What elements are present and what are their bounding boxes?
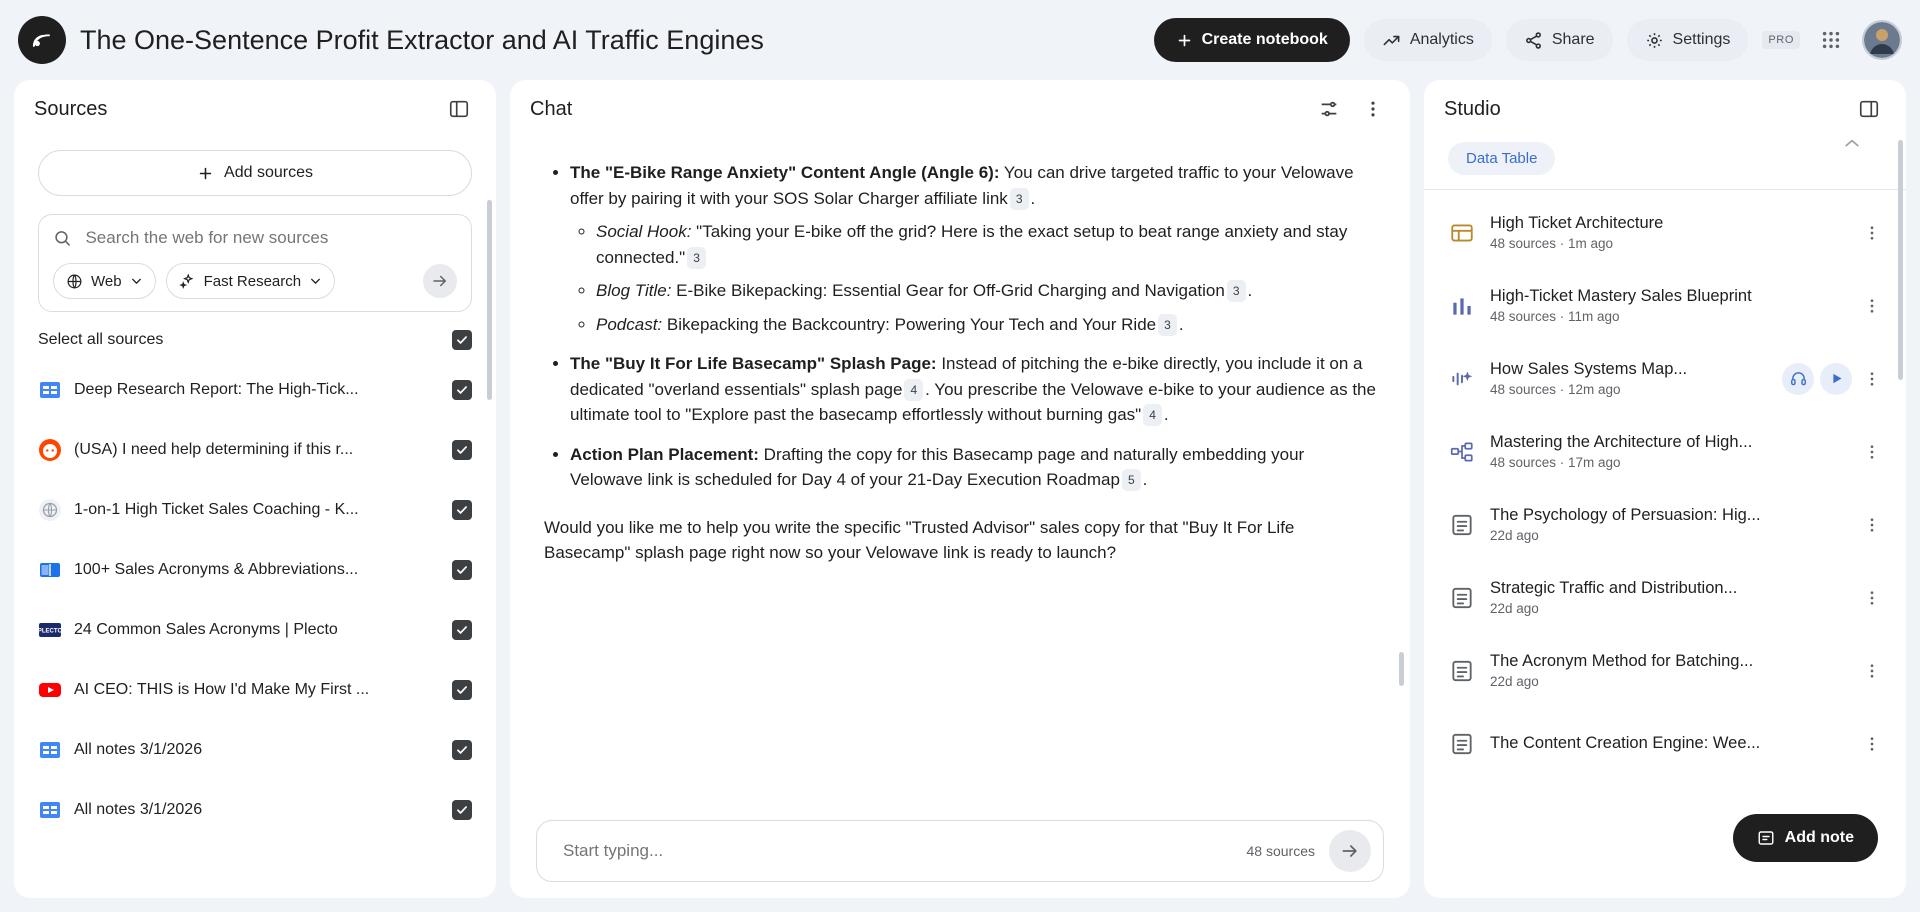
studio-header — [1424, 80, 1906, 138]
bullet-text: You can drive targeted traffic to your Velowave offer by pairing it with your SOS Solar Charger affiliate link — [570, 163, 1354, 208]
source-item-label: AI CEO: THIS is How I'd Make My First ... — [74, 681, 370, 698]
note-doc-icon — [1448, 730, 1476, 758]
globe-icon — [66, 273, 83, 290]
note-more-icon[interactable] — [1858, 219, 1886, 247]
top-bar — [0, 0, 1920, 80]
bullet-lead: Action Plan Placement: — [570, 444, 759, 464]
note-title: The Acronym Method for Batching... — [1490, 652, 1754, 670]
check-icon — [455, 383, 469, 397]
source-item-checkbox[interactable] — [452, 440, 472, 460]
check-icon — [455, 743, 469, 757]
web-page-icon — [38, 498, 62, 522]
apps-grid-icon[interactable] — [1814, 23, 1848, 57]
chat-sub-bullet — [596, 312, 1378, 338]
source-research-mode-chip[interactable] — [166, 263, 336, 299]
bullet-tail: . — [1142, 470, 1148, 489]
note-more-icon[interactable] — [1858, 365, 1886, 393]
chat-sub-list — [570, 219, 1378, 337]
studio-note-item[interactable] — [1438, 269, 1896, 342]
chevron-down-icon — [130, 275, 143, 288]
source-item[interactable] — [30, 480, 480, 540]
chevron-up-icon[interactable] — [1842, 134, 1862, 159]
check-icon — [455, 503, 469, 517]
bullet-lead: The "E-Bike Range Anxiety" Content Angle (Angle 6): — [570, 163, 1000, 182]
studio-scrollbar[interactable] — [1898, 140, 1903, 380]
studio-note-item[interactable] — [1438, 488, 1896, 561]
sub-label: Blog Title: — [596, 281, 672, 300]
sources-panel — [14, 80, 496, 898]
headphones-icon[interactable] — [1782, 363, 1814, 395]
note-meta: 22d ago — [1490, 601, 1539, 616]
tune-sliders-icon[interactable] — [1312, 92, 1346, 126]
select-all-label: Select all sources — [38, 331, 164, 348]
source-item-label: All notes 3/1/2026 — [74, 801, 203, 818]
check-icon — [455, 803, 469, 817]
source-item[interactable] — [30, 720, 480, 780]
source-item-checkbox[interactable] — [452, 620, 472, 640]
citation-chip[interactable]: 3 — [1010, 188, 1029, 210]
chat-title: Chat — [530, 97, 573, 120]
settings-label: Settings — [1672, 31, 1731, 48]
source-search-box — [38, 214, 472, 312]
citation-chip[interactable]: 3 — [1227, 280, 1246, 302]
doc-blue-icon — [38, 798, 62, 822]
chat-bullet-list — [548, 160, 1378, 493]
panel-expand-icon[interactable] — [1852, 92, 1886, 126]
search-input[interactable] — [83, 227, 457, 249]
note-title: The Psychology of Persuasion: Hig... — [1490, 506, 1761, 524]
search-icon — [53, 228, 71, 248]
note-meta: 22d ago — [1490, 674, 1539, 689]
bullet-tail: . — [1030, 188, 1036, 208]
reddit-icon — [38, 438, 62, 462]
bar-chart-icon — [1448, 292, 1476, 320]
chat-sub-bullet — [596, 219, 1378, 270]
citation-chip[interactable]: 3 — [687, 247, 706, 269]
note-meta: 48 sources · 1m ago — [1490, 236, 1614, 251]
source-item-checkbox[interactable] — [452, 800, 472, 820]
note-more-icon[interactable] — [1858, 730, 1886, 758]
studio-chip-row — [1424, 138, 1906, 185]
note-title: How Sales Systems Map... — [1490, 360, 1688, 378]
note-title: The Content Creation Engine: Wee... — [1490, 734, 1761, 752]
research-spark-icon — [179, 273, 196, 290]
sub-text: E-Bike Bikepacking: Essential Gear for Off-Grid Charging and Navigation — [671, 281, 1225, 300]
citation-chip[interactable]: 3 — [1158, 314, 1177, 336]
note-title: Mastering the Architecture of High... — [1490, 433, 1753, 451]
chip-web-label: Web — [91, 272, 122, 290]
search-submit-button[interactable] — [423, 264, 457, 298]
source-item[interactable] — [30, 420, 480, 480]
panel-collapse-icon[interactable] — [442, 92, 476, 126]
note-title: High Ticket Architecture — [1490, 214, 1664, 232]
note-meta: 48 sources · 12m ago — [1490, 382, 1621, 397]
chat-input[interactable] — [561, 840, 1233, 862]
plus-icon — [1176, 32, 1193, 49]
chip-research-label: Fast Research — [203, 272, 302, 290]
citation-chip[interactable]: 4 — [1143, 404, 1162, 426]
bullet-text: Instead of pitching the e-bike directly, you include it on a dedicated "overland essentials" splash page — [570, 354, 1363, 399]
source-item-label: (USA) I need help determining if this r... — [74, 441, 354, 458]
panels-row — [0, 80, 1920, 912]
note-meta: 48 sources · 17m ago — [1490, 455, 1621, 470]
source-item-label: All notes 3/1/2026 — [74, 741, 203, 758]
chat-bullet — [570, 351, 1378, 428]
arrow-right-icon — [431, 272, 449, 290]
source-item-label: Deep Research Report: The High-Tick... — [74, 381, 359, 398]
chat-composer — [536, 820, 1384, 882]
analytics-button[interactable] — [1364, 19, 1492, 61]
studio-note-item[interactable] — [1438, 634, 1896, 707]
bullet-lead: The "Buy It For Life Basecamp" Splash Page: — [570, 354, 937, 373]
chat-panel — [510, 80, 1410, 898]
check-icon — [455, 443, 469, 457]
select-all-sources-row[interactable] — [14, 312, 496, 360]
citation-chip[interactable]: 4 — [904, 379, 923, 401]
note-plus-icon — [1757, 829, 1775, 847]
note-title: High-Ticket Mastery Sales Blueprint — [1490, 287, 1752, 305]
bullet-tail: . You prescribe the Velowave e-bike to your audience as the ultimate tool to "Explore past the basecamp effortlessly without burning gas" — [570, 379, 1376, 424]
sources-title: Sources — [34, 97, 108, 120]
note-more-icon[interactable] — [1858, 584, 1886, 612]
sub-label: Social Hook: — [596, 222, 692, 241]
more-vertical-icon[interactable] — [1356, 92, 1390, 126]
source-item[interactable] — [30, 540, 480, 600]
chat-sub-bullet — [596, 278, 1378, 304]
page-title: The One-Sentence Profit Extractor and AI Traffic Engines — [80, 24, 764, 55]
note-more-icon[interactable] — [1858, 511, 1886, 539]
chat-closing-question: Would you like me to help you write the specific "Trusted Advisor" sales copy for that "Buy It For Life Basecamp" splash page right now so your Velowave link is ready to launch? — [544, 517, 1295, 562]
source-item[interactable] — [30, 660, 480, 720]
sources-header — [14, 80, 496, 138]
data-table-chip[interactable]: Data Table — [1448, 142, 1555, 175]
source-type-web-chip[interactable] — [53, 263, 156, 299]
note-meta: 48 sources · 11m ago — [1490, 309, 1620, 324]
note-meta: 22d ago — [1490, 528, 1539, 543]
doc-blue-icon — [38, 738, 62, 762]
sub-label: Podcast: — [596, 314, 663, 334]
gear-icon — [1645, 31, 1664, 50]
note-doc-icon — [1448, 584, 1476, 612]
studio-title: Studio — [1444, 97, 1501, 120]
trend-up-icon — [1382, 31, 1401, 50]
source-item-checkbox[interactable] — [452, 500, 472, 520]
source-item-label: 1-on-1 High Ticket Sales Coaching - K... — [74, 501, 359, 518]
sources-list — [14, 360, 496, 850]
svg-text:PLECTO: PLECTO — [38, 628, 62, 635]
studio-note-item[interactable] — [1438, 196, 1896, 269]
select-all-checkbox[interactable] — [452, 330, 472, 350]
youtube-icon — [38, 678, 62, 702]
chevron-down-icon — [309, 275, 322, 288]
citation-chip[interactable]: 5 — [1122, 469, 1141, 491]
studio-notes-list — [1424, 190, 1906, 780]
avatar[interactable] — [1862, 20, 1902, 60]
source-item-label: 24 Common Sales Acronyms | Plecto — [74, 621, 338, 638]
check-icon — [455, 333, 469, 347]
audio-wave-icon — [1448, 365, 1476, 393]
note-more-icon[interactable] — [1858, 292, 1886, 320]
composer-source-count: 48 sources — [1246, 843, 1315, 859]
source-item[interactable] — [30, 600, 480, 660]
settings-button[interactable] — [1627, 19, 1749, 61]
send-arrow-icon[interactable] — [1329, 830, 1371, 872]
note-title: Strategic Traffic and Distribution... — [1490, 579, 1738, 597]
data-table-icon — [1448, 219, 1476, 247]
sources-scrollbar[interactable] — [487, 200, 492, 400]
share-button[interactable] — [1506, 19, 1613, 61]
create-notebook-button[interactable] — [1154, 18, 1350, 62]
chat-message-body — [510, 138, 1410, 806]
source-item-checkbox[interactable] — [452, 740, 472, 760]
check-icon — [455, 563, 469, 577]
add-sources-label: Add sources — [224, 164, 313, 181]
mind-map-icon — [1448, 438, 1476, 466]
note-doc-icon — [1448, 657, 1476, 685]
chat-header — [510, 80, 1410, 138]
chat-bullet — [570, 160, 1378, 337]
note-more-icon[interactable] — [1858, 438, 1886, 466]
pro-badge: PRO — [1762, 31, 1800, 49]
note-more-icon[interactable] — [1858, 657, 1886, 685]
check-icon — [455, 623, 469, 637]
bullet-tail2: . — [1163, 405, 1169, 424]
share-label: Share — [1551, 31, 1595, 48]
add-note-button[interactable] — [1733, 814, 1878, 862]
studio-panel — [1424, 80, 1906, 898]
studio-note-item[interactable] — [1438, 561, 1896, 634]
chat-scrollbar[interactable] — [1399, 652, 1404, 686]
avatar-image — [1864, 22, 1900, 58]
plecto-icon — [38, 618, 62, 642]
source-item-checkbox[interactable] — [452, 380, 472, 400]
source-item-checkbox[interactable] — [452, 680, 472, 700]
source-item-checkbox[interactable] — [452, 560, 472, 580]
clipped-text-top — [544, 138, 1378, 160]
analytics-label: Analytics — [1409, 31, 1474, 48]
notebooklm-logo-icon[interactable] — [18, 16, 66, 64]
check-icon — [455, 683, 469, 697]
book-icon — [38, 558, 62, 582]
plus-icon — [197, 165, 214, 182]
sub-text: "Taking your E-bike off the grid? Here is the exact setup to beat range anxiety and stay connected." — [596, 222, 1348, 267]
sub-tail: . — [1178, 314, 1184, 334]
note-doc-icon — [1448, 511, 1476, 539]
studio-note-item[interactable] — [1438, 342, 1896, 415]
chat-bullet — [570, 442, 1378, 493]
play-icon[interactable] — [1820, 363, 1852, 395]
bullet-text: Drafting the copy for this Basecamp page and naturally embedding your Velowave link is scheduled for Day 4 of your 21-Day Execution Roadmap — [570, 444, 1305, 489]
share-icon — [1524, 31, 1543, 50]
create-notebook-label: Create notebook — [1201, 31, 1328, 48]
sub-text: Bikepacking the Backcountry: Powering Your Tech and Your Ride — [662, 314, 1157, 334]
studio-note-item[interactable] — [1438, 707, 1896, 780]
sub-tail: . — [1247, 281, 1253, 300]
add-sources-button[interactable] — [38, 150, 472, 196]
source-item[interactable] — [30, 360, 480, 420]
doc-blue-icon — [38, 378, 62, 402]
source-item-label: 100+ Sales Acronyms & Abbreviations... — [74, 561, 359, 578]
source-item[interactable] — [30, 780, 480, 840]
studio-note-item[interactable] — [1438, 415, 1896, 488]
add-note-label: Add note — [1784, 829, 1854, 846]
